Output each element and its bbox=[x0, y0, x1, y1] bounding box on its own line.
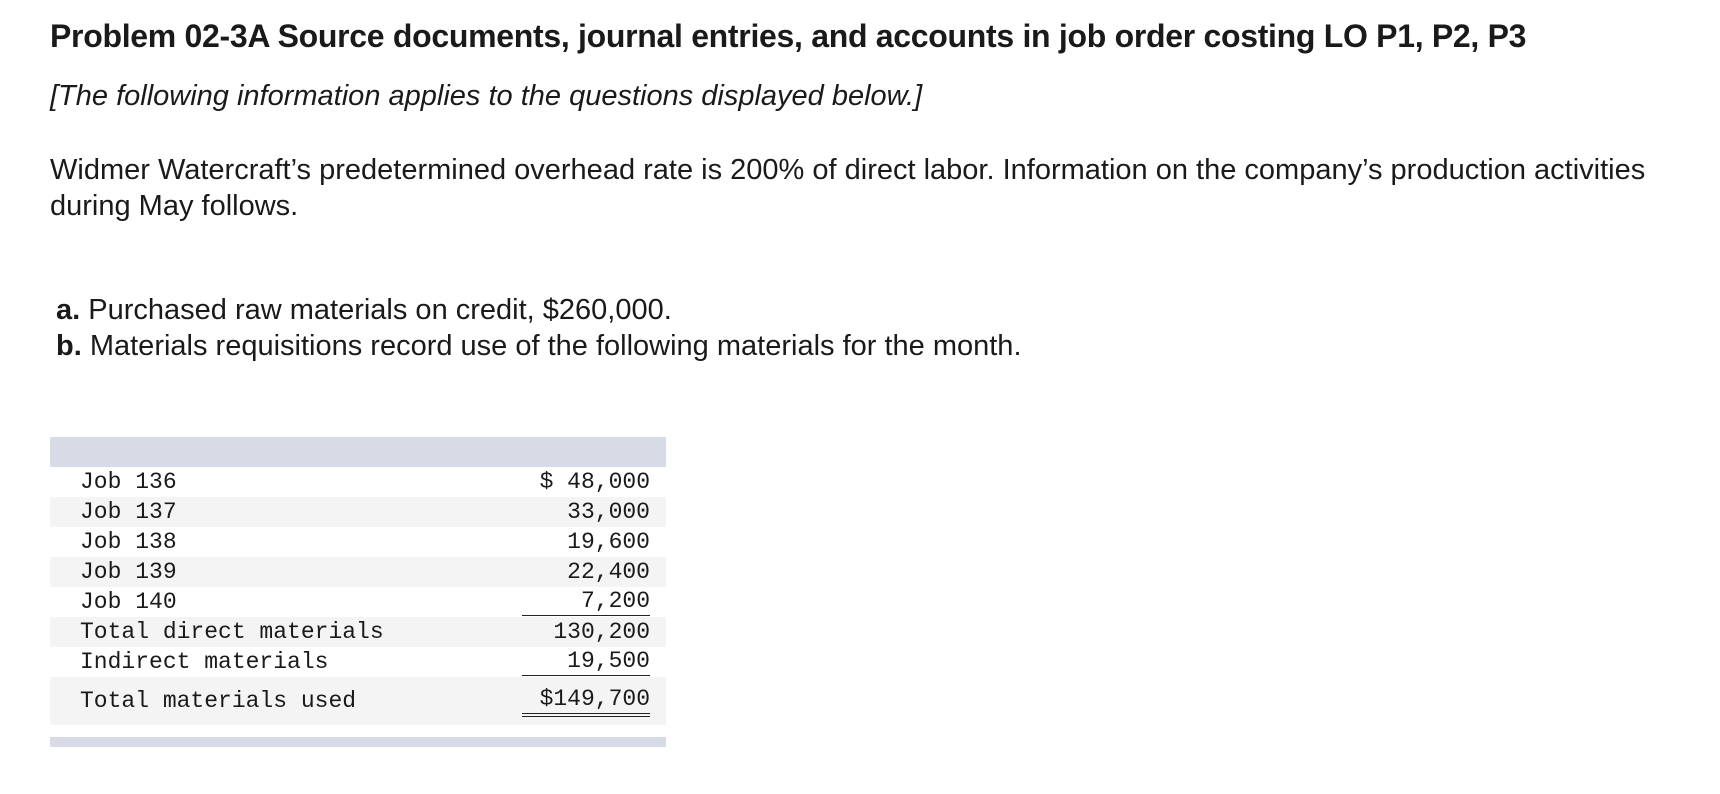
table-row bbox=[50, 617, 666, 647]
problem-description: Widmer Watercraft’s predetermined overhead rate is 200% of direct labor. Information on the company’s production activities during May follows. bbox=[50, 154, 1646, 222]
row-amount: 22,400 bbox=[567, 558, 650, 585]
problem-title: Problem 02-3A Source documents, journal entries, and accounts in job order costing LO P1, P2, P3 bbox=[50, 18, 1527, 54]
item-label: a. bbox=[56, 294, 81, 326]
intro-note: [The following information applies to the questions displayed below.] bbox=[50, 80, 923, 112]
table-row bbox=[50, 527, 666, 557]
row-label: Job 140 bbox=[80, 589, 177, 615]
table-row bbox=[50, 557, 666, 587]
row-amount: $ 48,000 bbox=[539, 468, 650, 495]
table-header-bar bbox=[50, 437, 666, 467]
table-row bbox=[50, 587, 666, 617]
row-amount: 7,200 bbox=[522, 588, 650, 616]
list-item bbox=[56, 328, 1022, 364]
item-text: Materials requisitions record use of the following materials for the month. bbox=[89, 330, 1022, 362]
table-total-row bbox=[50, 677, 666, 725]
list-item bbox=[56, 292, 1022, 328]
item-text: Purchased raw materials on credit, $260,000. bbox=[88, 294, 672, 326]
row-amount: 19,500 bbox=[522, 648, 650, 676]
item-label: b. bbox=[56, 330, 82, 362]
row-label: Job 138 bbox=[80, 529, 177, 555]
row-label: Job 139 bbox=[80, 559, 177, 585]
table-row bbox=[50, 497, 666, 527]
table-row bbox=[50, 467, 666, 497]
row-label: Total direct materials bbox=[80, 619, 384, 645]
row-label: Total materials used bbox=[80, 688, 357, 714]
row-amount: 33,000 bbox=[567, 498, 650, 525]
row-label: Indirect materials bbox=[80, 649, 329, 675]
materials-table bbox=[50, 437, 666, 747]
row-amount: $149,700 bbox=[522, 686, 650, 717]
table-row bbox=[50, 647, 666, 677]
row-label: Job 137 bbox=[80, 499, 177, 525]
row-label: Job 136 bbox=[80, 469, 177, 495]
row-amount: 130,200 bbox=[553, 618, 650, 645]
row-amount: 19,600 bbox=[567, 528, 650, 555]
table-footer-bar bbox=[50, 737, 666, 747]
item-list bbox=[56, 292, 1022, 364]
